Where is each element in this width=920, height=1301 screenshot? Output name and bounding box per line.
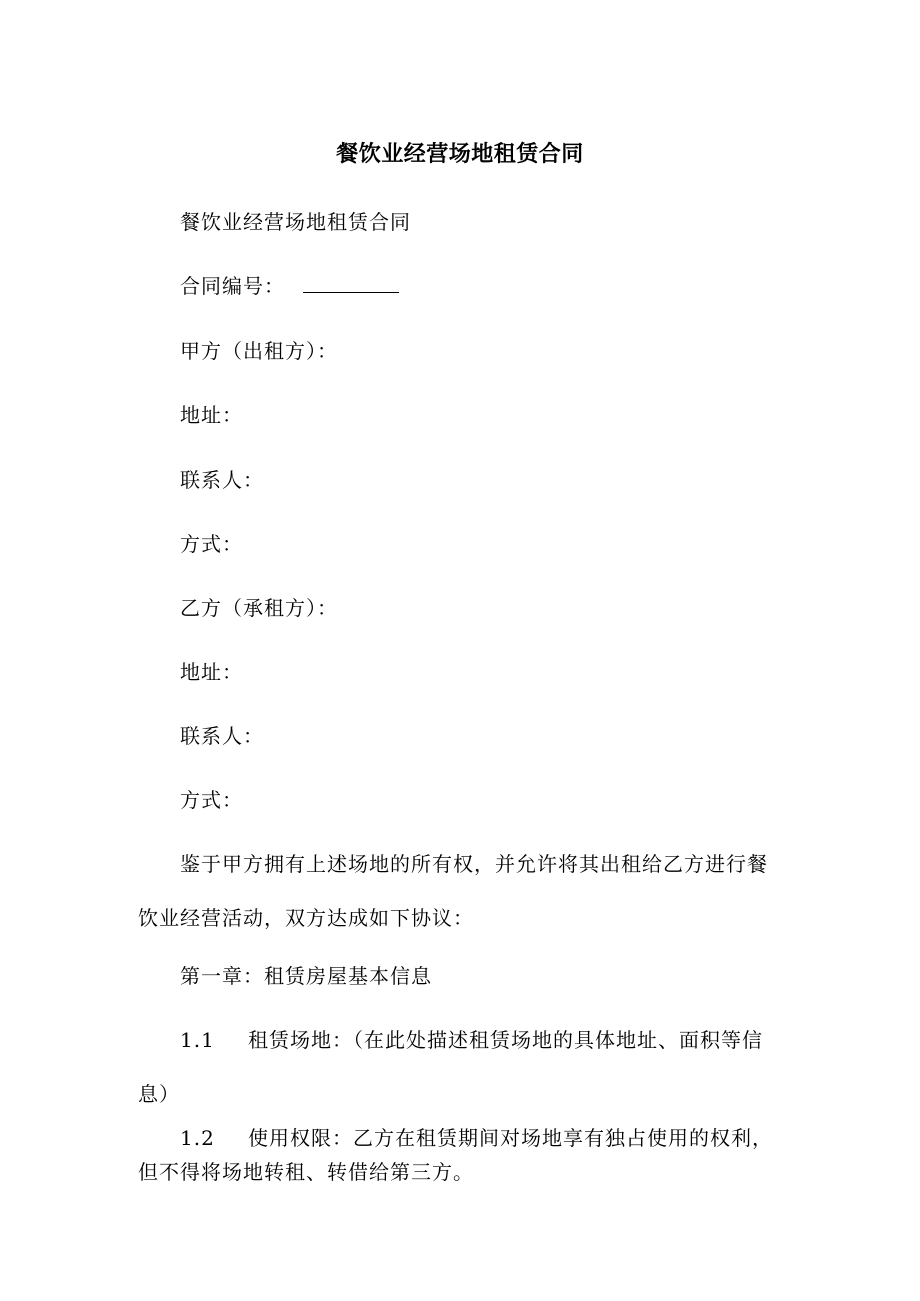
party-b-method-label: 方式：	[180, 788, 243, 812]
document-title: 餐饮业经营场地租赁合同	[336, 142, 584, 167]
clause-1-1-continuation: 息）	[138, 1082, 180, 1106]
party-a-address-label: 地址：	[180, 403, 243, 427]
party-b-contact-label: 联系人：	[180, 724, 264, 748]
chapter-1-heading: 第一章：租赁房屋基本信息	[180, 964, 432, 988]
clause-1-2-continuation: 但不得将场地转租、转借给第三方。	[138, 1160, 474, 1184]
contract-number-row	[180, 271, 399, 301]
clause-1-2-text: 使用权限：乙方在租赁期间对场地享有独占使用的权利，	[248, 1126, 773, 1150]
preamble-line-1: 鉴于甲方拥有上述场地的所有权，并允许将其出租给乙方进行餐	[180, 852, 768, 876]
party-a-method-label: 方式：	[180, 532, 243, 556]
contract-number-label: 合同编号：	[180, 274, 285, 298]
contract-subtitle: 餐饮业经营场地租赁合同	[180, 210, 411, 234]
party-b-address-label: 地址：	[180, 660, 243, 684]
clause-1-1-text: 租赁场地：（在此处描述租赁场地的具体地址、面积等信	[248, 1028, 763, 1052]
party-a-contact-label: 联系人：	[180, 468, 264, 492]
party-b-label: 乙方（承租方）：	[180, 596, 338, 620]
preamble-paragraph	[138, 849, 790, 933]
clause-1-1-number: 1.1	[180, 1028, 215, 1052]
clause-1-2-number: 1.2	[180, 1126, 215, 1150]
clause-1-2	[138, 1123, 790, 1187]
contract-number-blank	[303, 272, 399, 293]
party-a-label: 甲方（出租方）：	[180, 339, 338, 363]
preamble-line-2: 饮业经营活动，双方达成如下协议：	[138, 906, 474, 930]
clause-1-1	[138, 1025, 790, 1109]
